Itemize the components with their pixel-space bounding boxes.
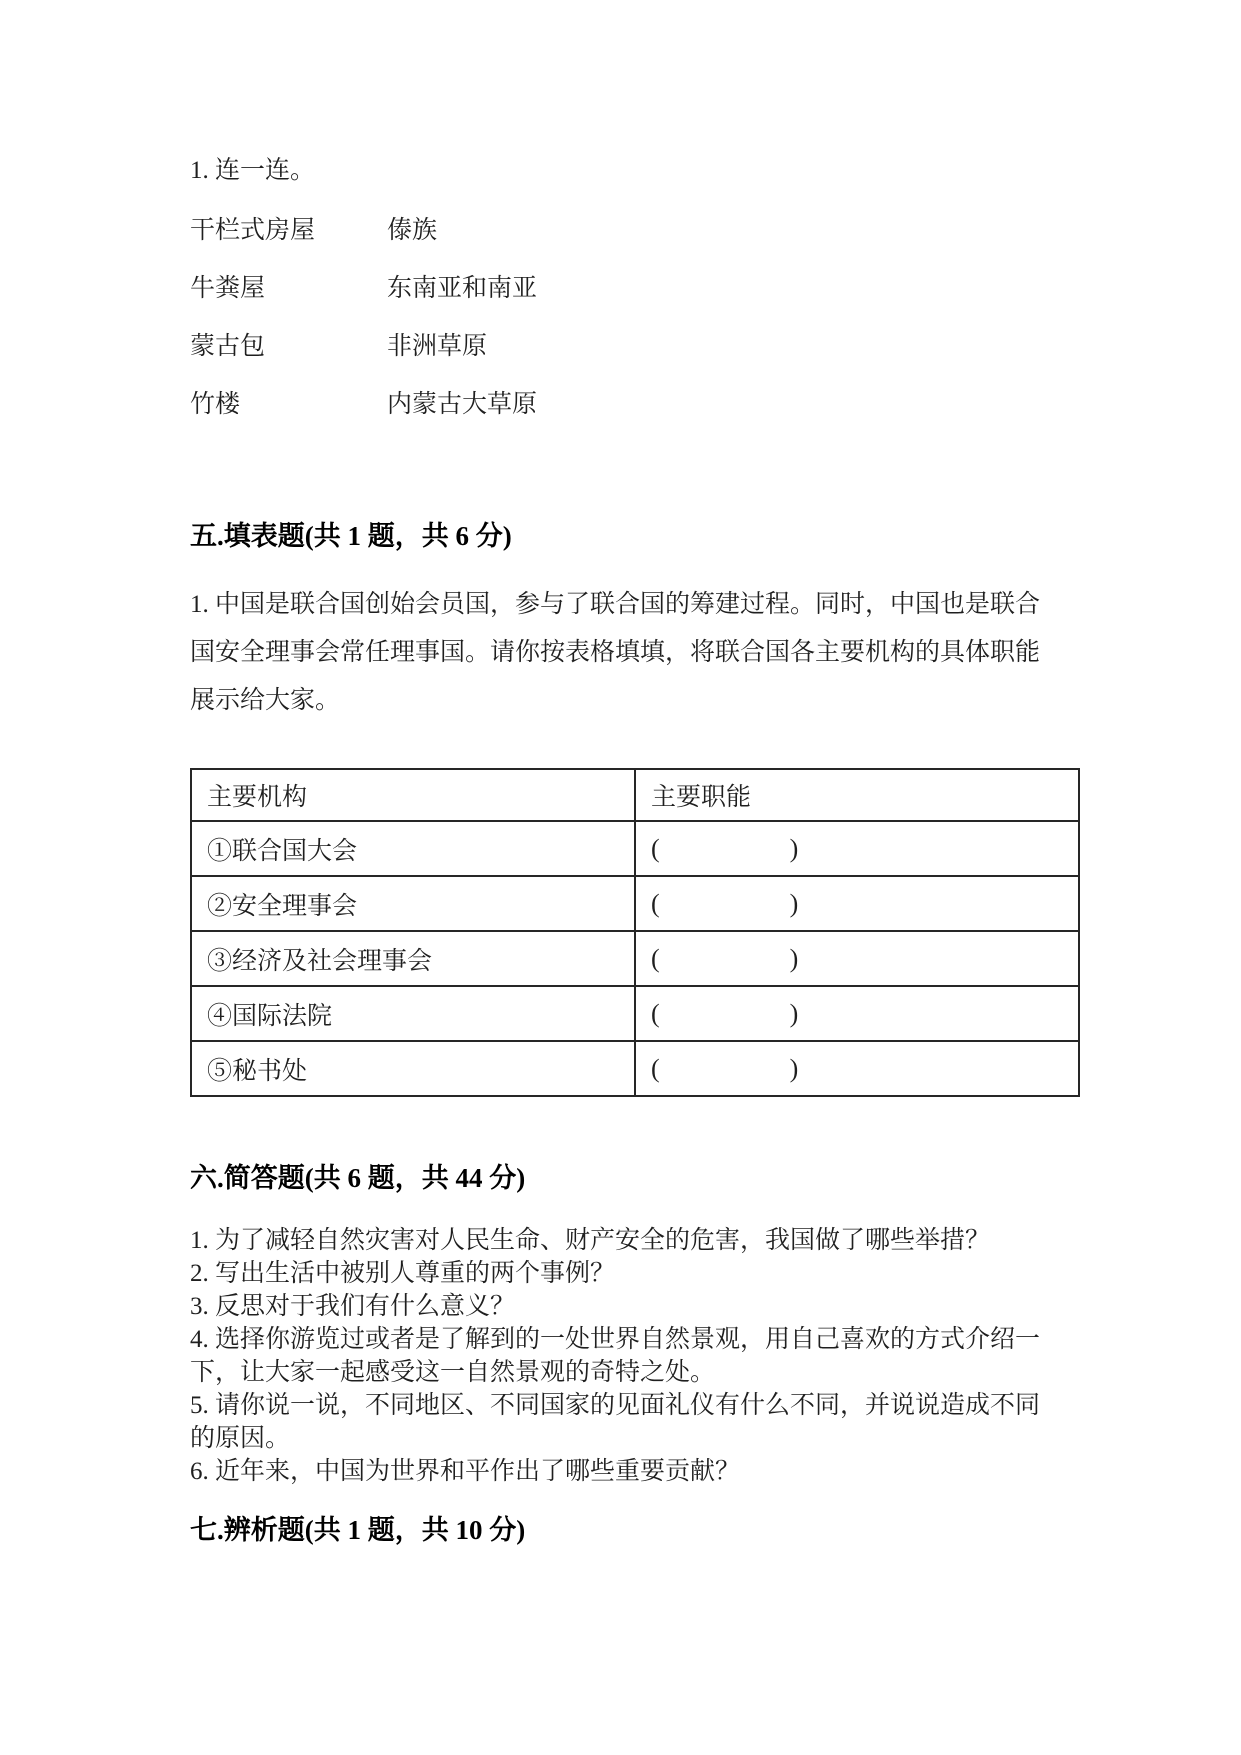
matching-right-item: 东南亚和南亚 (387, 275, 538, 302)
close-paren: ) (789, 998, 799, 1028)
table-row (191, 931, 1079, 986)
matching-right-item: 内蒙古大草原 (387, 391, 538, 418)
matching-left-item: 竹楼 (190, 391, 241, 418)
close-paren: ) (789, 833, 799, 863)
function-blank-cell (635, 986, 1079, 1041)
matching-pair-row (190, 390, 1082, 420)
matching-left-item: 干栏式房屋 (190, 217, 316, 244)
question-line: 2. 写出生活中被别人尊重的两个事例？ (190, 1260, 616, 1287)
close-paren: ) (789, 943, 799, 973)
matching-prompt: 1. 连一连。 (190, 157, 316, 184)
section-six-heading: 六.简答题(共 6 题，共 44 分) (190, 1163, 526, 1193)
un-organs-table (190, 768, 1080, 1097)
matching-right-item: 傣族 (387, 217, 438, 244)
section-five-intro-line: 国安全理事会常任理事国。请你按表格填填，将联合国各主要机构的具体职能 (190, 639, 1041, 666)
table-row (191, 821, 1079, 876)
matching-pair-row (190, 332, 1082, 362)
open-paren: ( (651, 888, 660, 918)
section-five-intro-line: 1. 中国是联合国创始会员国，参与了联合国的筹建过程。同时，中国也是联合 (190, 591, 1041, 618)
matching-section (190, 156, 1082, 420)
organ-cell: ④国际法院 (191, 986, 635, 1041)
function-blank-cell (635, 876, 1079, 931)
question-line: 下，让大家一起感受这一自然景观的奇特之处。 (190, 1359, 716, 1386)
organ-cell: ③经济及社会理事会 (191, 931, 635, 986)
organ-column-header: 主要机构 (191, 769, 635, 821)
question-line: 的原因。 (190, 1425, 291, 1452)
open-paren: ( (651, 943, 660, 973)
matching-left-item: 牛粪屋 (190, 275, 266, 302)
open-paren: ( (651, 998, 660, 1028)
function-column-header: 主要职能 (635, 769, 1079, 821)
function-blank-cell (635, 1041, 1079, 1096)
table-row (191, 1041, 1079, 1096)
section-five-heading: 五.填表题(共 1 题，共 6 分) (190, 521, 512, 551)
matching-right-item: 非洲草原 (387, 333, 488, 360)
table-row (191, 876, 1079, 931)
organ-cell: ②安全理事会 (191, 876, 635, 931)
function-blank-cell (635, 931, 1079, 986)
question-line: 6. 近年来，中国为世界和平作出了哪些重要贡献？ (190, 1458, 741, 1485)
table-header-row (191, 769, 1079, 821)
question-line: 4. 选择你游览过或者是了解到的一处世界自然景观，用自己喜欢的方式介绍一 (190, 1326, 1041, 1353)
question-line: 3. 反思对于我们有什么意义？ (190, 1293, 516, 1320)
question-line: 5. 请你说一说，不同地区、不同国家的见面礼仪有什么不同，并说说造成不同 (190, 1392, 1041, 1419)
organ-cell: ⑤秘书处 (191, 1041, 635, 1096)
matching-left-item: 蒙古包 (190, 333, 266, 360)
matching-pair-row (190, 216, 1082, 246)
section-five-intro (190, 590, 1082, 716)
section-six-questions (190, 1224, 1082, 1488)
section-seven-heading: 七.辨析题(共 1 题，共 10 分) (190, 1515, 526, 1545)
close-paren: ) (789, 888, 799, 918)
section-five-intro-line: 展示给大家。 (190, 687, 341, 714)
close-paren: ) (789, 1053, 799, 1083)
question-line: 1. 为了减轻自然灾害对人民生命、财产安全的危害，我国做了哪些举措？ (190, 1227, 991, 1254)
open-paren: ( (651, 833, 660, 863)
function-blank-cell (635, 821, 1079, 876)
open-paren: ( (651, 1053, 660, 1083)
matching-pair-row (190, 274, 1082, 304)
organ-cell: ①联合国大会 (191, 821, 635, 876)
table-row (191, 986, 1079, 1041)
